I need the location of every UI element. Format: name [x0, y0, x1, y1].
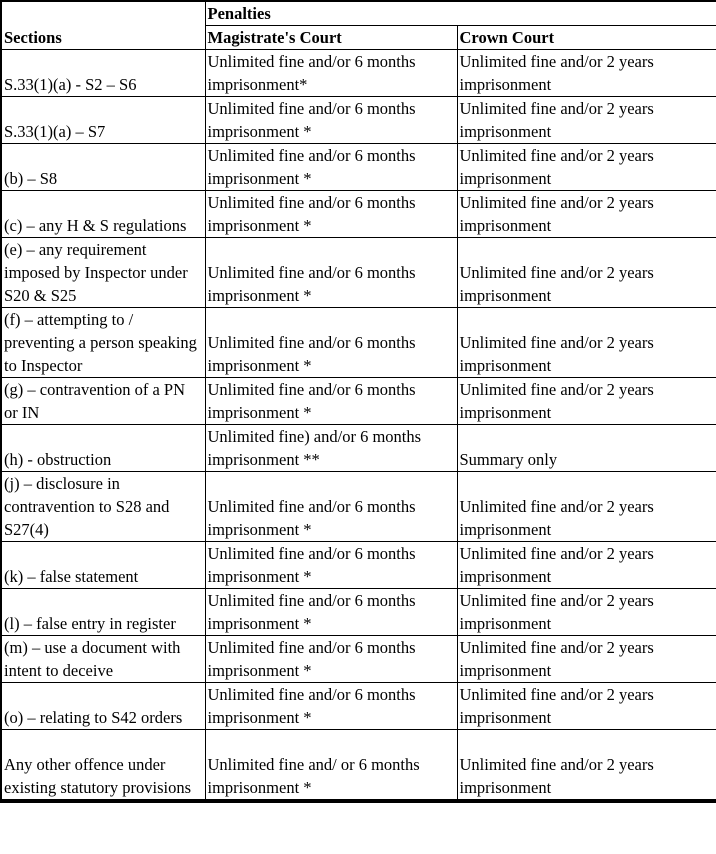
table-row — [1, 97, 716, 144]
table-row — [1, 425, 716, 472]
sections-header: Sections — [1, 1, 205, 50]
magistrates-penalty-cell: Unlimited fine and/or 6 months imprisonment * — [205, 683, 457, 730]
section-cell: (c) – any H & S regulations — [1, 191, 205, 238]
crown-penalty-cell: Unlimited fine and/or 2 years imprisonment — [457, 50, 716, 97]
table-row — [1, 50, 716, 97]
section-cell: (l) – false entry in register — [1, 589, 205, 636]
section-cell: (k) – false statement — [1, 542, 205, 589]
table-row — [1, 589, 716, 636]
magistrates-penalty-cell: Unlimited fine and/or 6 months imprisonment * — [205, 589, 457, 636]
section-cell: (g) – contravention of a PN or IN — [1, 378, 205, 425]
table-row — [1, 730, 716, 802]
crown-penalty-cell: Unlimited fine and/or 2 years imprisonment — [457, 191, 716, 238]
section-cell: (m) – use a document with intent to deceive — [1, 636, 205, 683]
table-row — [1, 636, 716, 683]
section-cell: (b) – S8 — [1, 144, 205, 191]
section-cell: S.33(1)(a) - S2 – S6 — [1, 50, 205, 97]
section-cell: (o) – relating to S42 orders — [1, 683, 205, 730]
crown-penalty-cell: Unlimited fine and/or 2 years imprisonment — [457, 730, 716, 802]
crown-penalty-cell: Unlimited fine and/or 2 years imprisonment — [457, 97, 716, 144]
header-row-top — [1, 1, 716, 26]
magistrates-court-header: Magistrate's Court — [205, 26, 457, 50]
section-cell: (h) - obstruction — [1, 425, 205, 472]
section-cell: (e) – any requirement imposed by Inspector under S20 & S25 — [1, 238, 205, 308]
crown-penalty-cell: Unlimited fine and/or 2 years imprisonment — [457, 472, 716, 542]
crown-penalty-cell: Unlimited fine and/or 2 years imprisonment — [457, 589, 716, 636]
crown-penalty-cell: Unlimited fine and/or 2 years imprisonment — [457, 636, 716, 683]
magistrates-penalty-cell: Unlimited fine and/or 6 months imprisonment * — [205, 238, 457, 308]
magistrates-penalty-cell: Unlimited fine and/or 6 months imprisonment * — [205, 636, 457, 683]
magistrates-penalty-cell: Unlimited fine and/or 6 months imprisonment * — [205, 191, 457, 238]
table-row — [1, 191, 716, 238]
crown-penalty-cell: Unlimited fine and/or 2 years imprisonment — [457, 238, 716, 308]
magistrates-penalty-cell: Unlimited fine and/or 6 months imprisonment * — [205, 378, 457, 425]
magistrates-penalty-cell: Unlimited fine and/or 6 months imprisonment * — [205, 144, 457, 191]
magistrates-penalty-cell: Unlimited fine and/or 6 months imprisonment* — [205, 50, 457, 97]
crown-penalty-cell: Summary only — [457, 425, 716, 472]
section-cell: Any other offence under existing statutory provisions — [1, 730, 205, 802]
magistrates-penalty-cell: Unlimited fine and/or 6 months imprisonment * — [205, 472, 457, 542]
crown-penalty-cell: Unlimited fine and/or 2 years imprisonment — [457, 542, 716, 589]
table-row — [1, 683, 716, 730]
crown-penalty-cell: Unlimited fine and/or 2 years imprisonment — [457, 378, 716, 425]
section-cell: (f) – attempting to / preventing a person speaking to Inspector — [1, 308, 205, 378]
table-row — [1, 378, 716, 425]
section-cell: (j) – disclosure in contravention to S28 and S27(4) — [1, 472, 205, 542]
table-row — [1, 238, 716, 308]
magistrates-penalty-cell: Unlimited fine and/or 6 months imprisonment * — [205, 308, 457, 378]
crown-penalty-cell: Unlimited fine and/or 2 years imprisonment — [457, 144, 716, 191]
magistrates-penalty-cell: Unlimited fine and/ or 6 months imprisonment * — [205, 730, 457, 802]
table-row — [1, 144, 716, 191]
magistrates-penalty-cell: Unlimited fine) and/or 6 months imprisonment ** — [205, 425, 457, 472]
section-cell: S.33(1)(a) – S7 — [1, 97, 205, 144]
crown-penalty-cell: Unlimited fine and/or 2 years imprisonment — [457, 683, 716, 730]
crown-penalty-cell: Unlimited fine and/or 2 years imprisonment — [457, 308, 716, 378]
crown-court-header: Crown Court — [457, 26, 716, 50]
table-row — [1, 542, 716, 589]
magistrates-penalty-cell: Unlimited fine and/or 6 months imprisonment * — [205, 542, 457, 589]
penalties-header: Penalties — [205, 1, 716, 26]
table-row — [1, 472, 716, 542]
magistrates-penalty-cell: Unlimited fine and/or 6 months imprisonment * — [205, 97, 457, 144]
table-row — [1, 308, 716, 378]
